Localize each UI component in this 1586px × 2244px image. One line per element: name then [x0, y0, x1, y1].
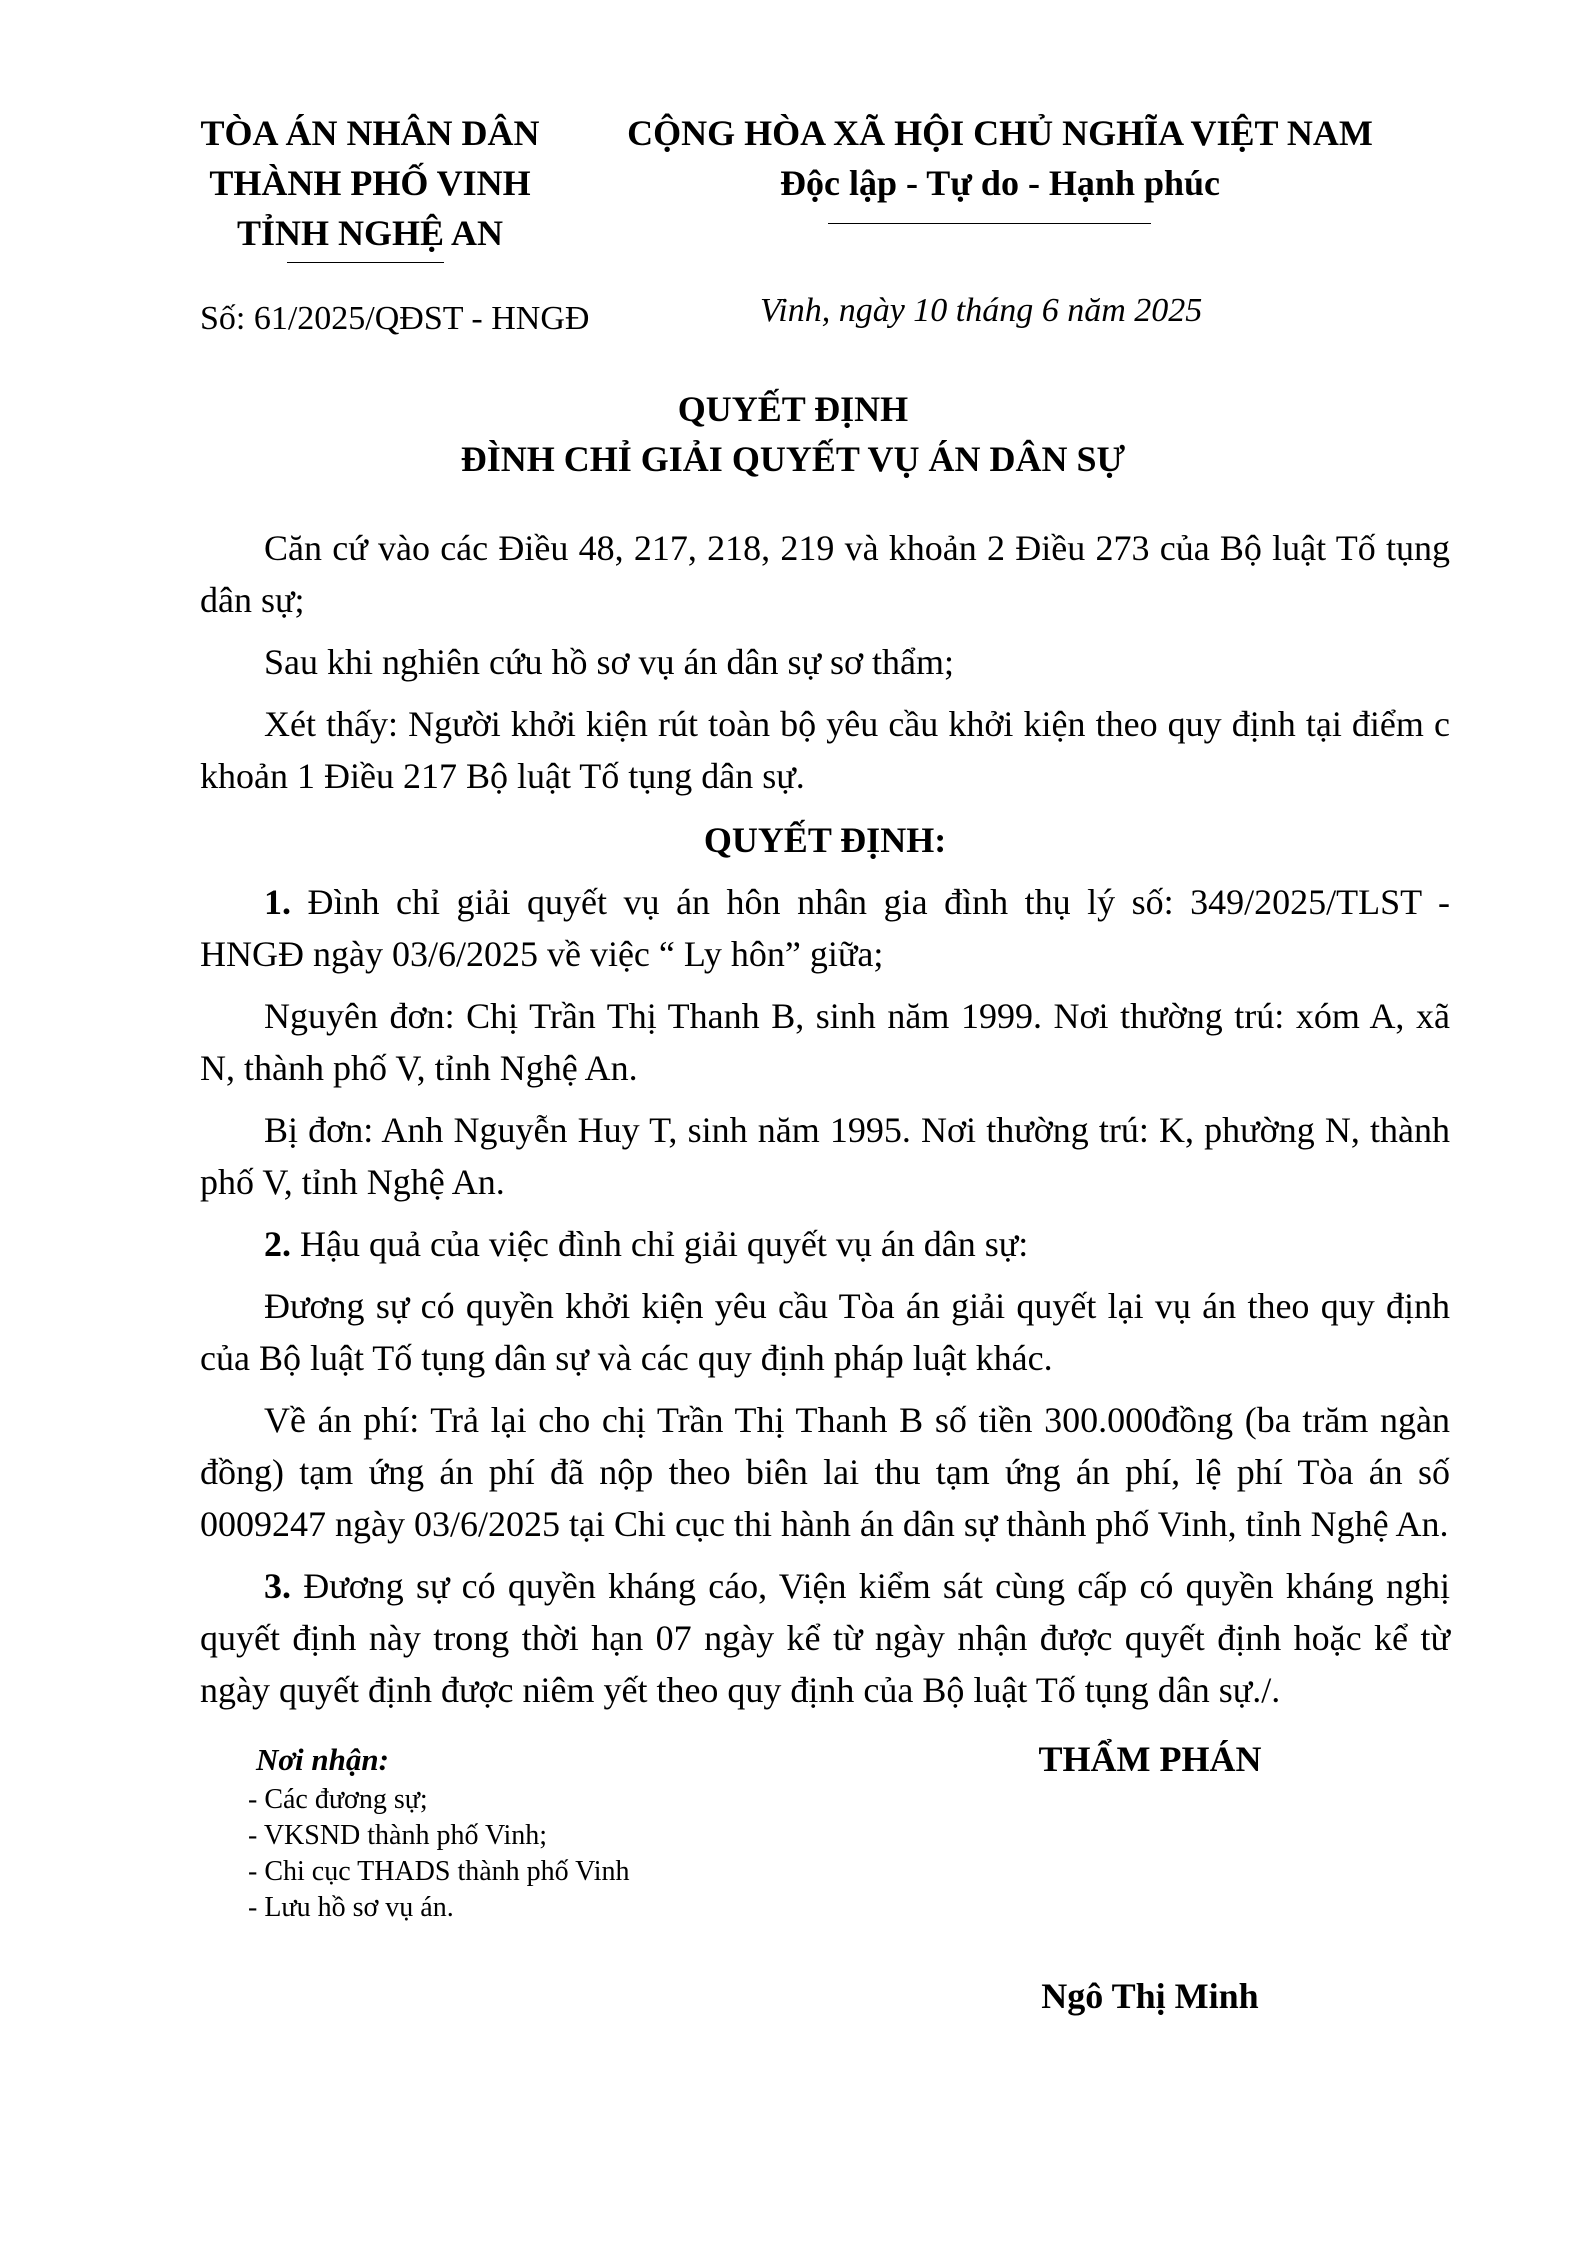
court-name-line-3: TỈNH NGHỆ AN	[236, 213, 504, 253]
signer-title: THẨM PHÁN	[1038, 1739, 1262, 1779]
finding-paragraph: Xét thấy: Người khởi kiện rút toàn bộ yêu cầu khởi kiện theo quy định tại điểm c khoản 1 Điều 217 Bộ luật Tố tụng dân sự.	[200, 704, 1450, 796]
decision-item-2-text: Hậu quả của việc đình chỉ giải quyết vụ án dân sự:	[300, 1224, 1029, 1264]
decision-item-3-number: 3.	[264, 1566, 291, 1606]
national-header-divider	[828, 223, 1151, 224]
recipients-block	[248, 1742, 630, 1926]
decision-item-3	[200, 1560, 1450, 1716]
court-header	[170, 108, 570, 258]
document-body	[200, 522, 1450, 1716]
court-name-line-2: THÀNH PHỐ VINH	[209, 163, 531, 203]
national-header	[600, 108, 1400, 208]
decision-item-3-text: Đương sự có quyền kháng cáo, Viện kiểm sát cùng cấp có quyền kháng nghị quyết định này trong thời hạn 07 ngày kể từ ngày nhận được quyết định hoặc kể từ ngày quyết định được niêm yết theo quy định của Bộ luật Tố tụng dân sự./.	[200, 1566, 1450, 1710]
legal-basis-paragraph: Căn cứ vào các Điều 48, 217, 218, 219 và khoản 2 Điều 273 của Bộ luật Tố tụng dân sự;	[200, 528, 1450, 620]
decision-item-2-number: 2.	[264, 1224, 291, 1264]
document-number: Số: 61/2025/QĐST - HNGĐ	[200, 300, 590, 337]
review-paragraph: Sau khi nghiên cứu hồ sơ vụ án dân sự sơ thẩm;	[264, 642, 955, 682]
plaintiff-paragraph: Nguyên đơn: Chị Trần Thị Thanh B, sinh năm 1999. Nơi thường trú: xóm A, xã N, thành phố V, tỉnh Nghệ An.	[200, 996, 1450, 1088]
place-and-date: Vinh, ngày 10 tháng 6 năm 2025	[760, 292, 1203, 329]
recipient-item: - Lưu hồ sơ vụ án.	[248, 1892, 454, 1923]
consequence-paragraph: Đương sự có quyền khởi kiện yêu cầu Tòa án giải quyết lại vụ án theo quy định của Bộ luật Tố tụng dân sự và các quy định pháp luật khác.	[200, 1286, 1450, 1378]
recipient-item: - Các đương sự;	[248, 1784, 428, 1815]
court-name-line-1: TÒA ÁN NHÂN DÂN	[200, 113, 540, 153]
decision-item-2	[200, 1218, 1450, 1270]
document-subtitle: ĐÌNH CHỈ GIẢI QUYẾT VỤ ÁN DÂN SỰ	[460, 439, 1126, 479]
recipient-item: - Chi cục THADS thành phố Vinh	[248, 1856, 630, 1887]
decision-item-1-text: Đình chỉ giải quyết vụ án hôn nhân gia đình thụ lý số: 349/2025/TLST - HNGĐ ngày 03/6/2025 về việc “ Ly hôn” giữa;	[200, 882, 1451, 974]
court-fee-paragraph: Về án phí: Trả lại cho chị Trần Thị Thanh B số tiền 300.000đồng (ba trăm ngàn đồng) tạm ứng án phí đã nộp theo biên lai thu tạm ứng án phí, lệ phí Tòa án số 0009247 ngày 03/6/2025 tại Chi cục thi hành án dân sự thành phố Vinh, tỉnh Nghệ An.	[200, 1400, 1450, 1544]
decision-item-1	[200, 876, 1450, 980]
recipient-item: - VKSND thành phố Vinh;	[248, 1820, 548, 1851]
recipients-title: Nơi nhận:	[256, 1742, 389, 1777]
national-motto: Độc lập - Tự do - Hạnh phúc	[779, 163, 1221, 203]
document-title: QUYẾT ĐỊNH	[677, 389, 909, 429]
defendant-paragraph: Bị đơn: Anh Nguyễn Huy T, sinh năm 1995. Nơi thường trú: K, phường N, thành phố V, tỉnh Nghệ An.	[200, 1110, 1450, 1202]
national-name: CỘNG HÒA XÃ HỘI CHỦ NGHĨA VIỆT NAM	[627, 113, 1373, 153]
court-header-divider	[287, 262, 444, 263]
decision-heading: QUYẾT ĐỊNH:	[703, 820, 947, 860]
decision-item-1-number: 1.	[264, 882, 291, 922]
signer-name: Ngô Thị Minh	[1041, 1976, 1259, 2016]
